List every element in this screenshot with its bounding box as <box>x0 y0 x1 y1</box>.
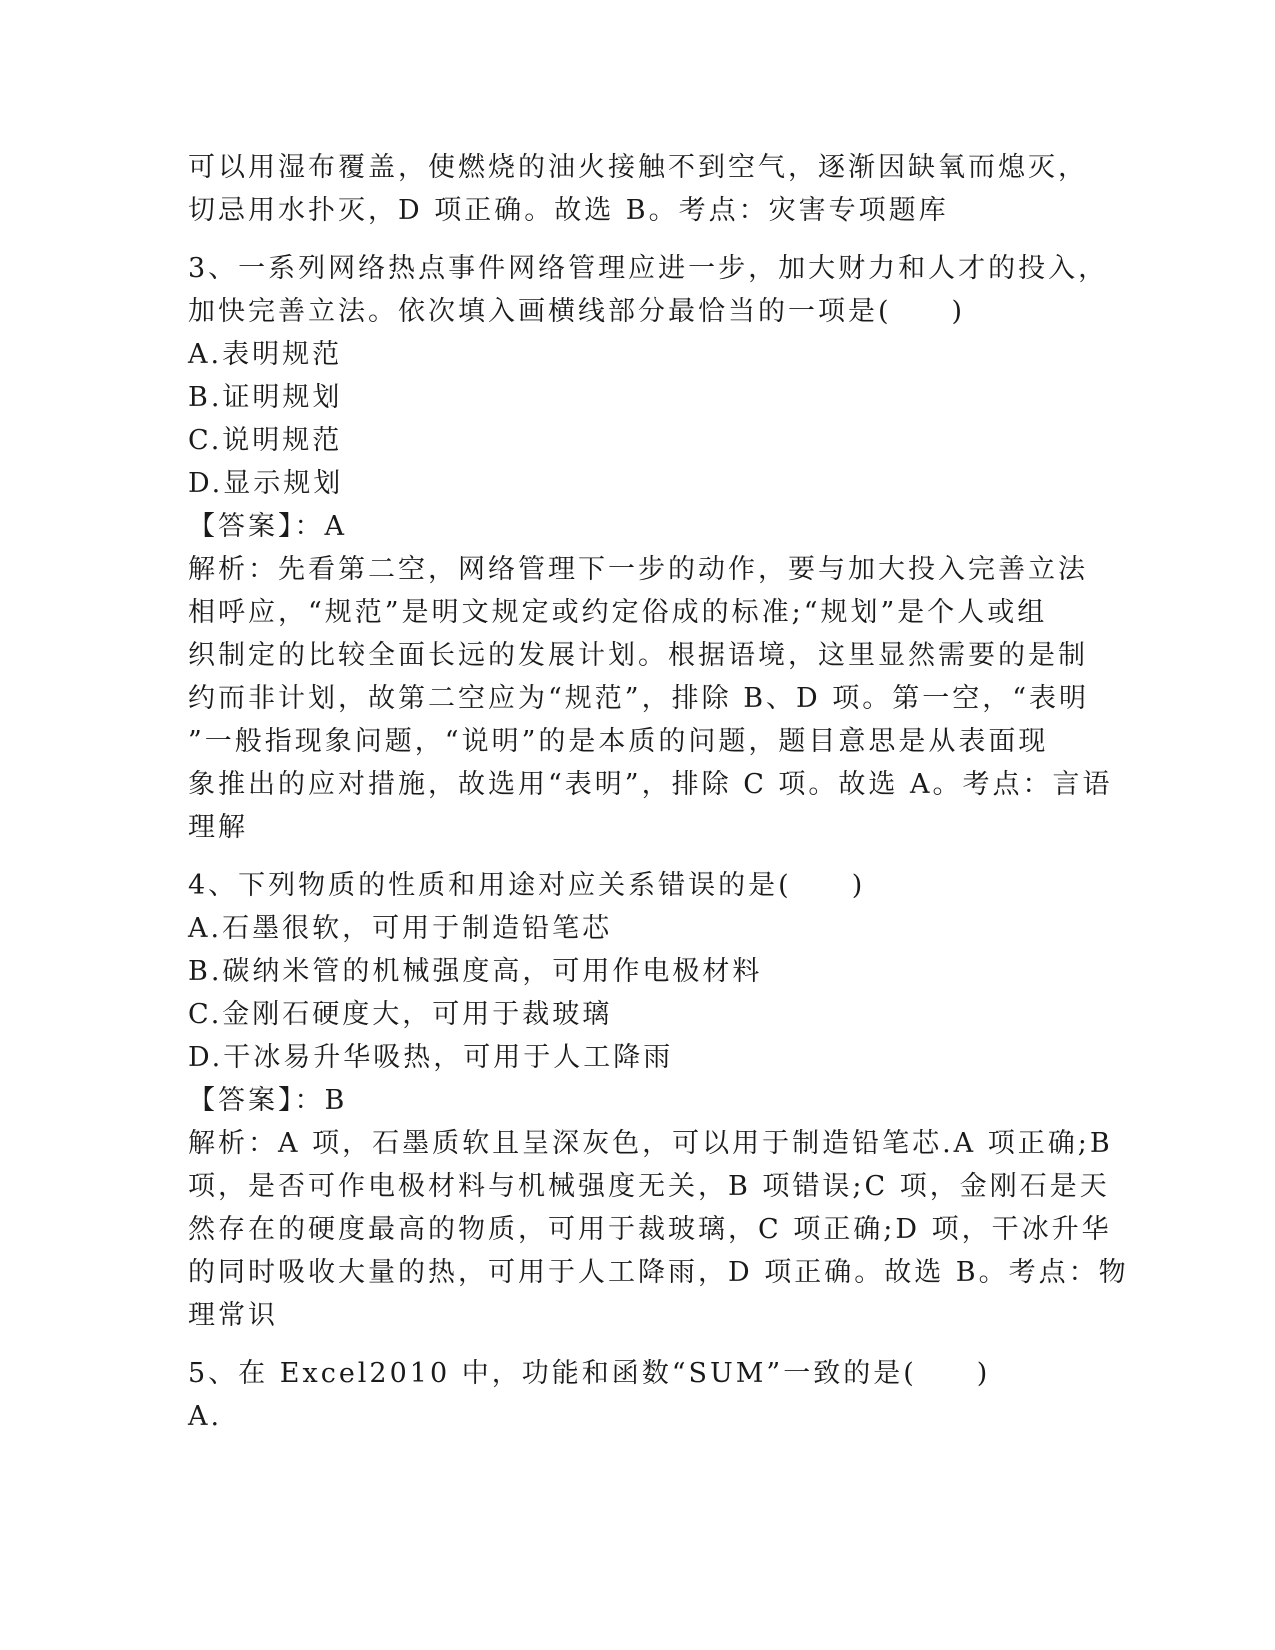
question-4 <box>188 864 1129 1337</box>
question-3 <box>188 247 1113 849</box>
analysis-line: 解析：先看第二空，网络管理下一步的动作，要与加大投入完善立法 <box>188 554 1088 585</box>
analysis-line: 项，是否可作电极材料与机械强度无关，B 项错误;C 项，金刚石是天 <box>188 1171 1110 1202</box>
analysis-line: 然存在的硬度最高的物质，可用于裁玻璃，C 项正确;D 项，干冰升华 <box>188 1214 1112 1245</box>
option-b: B.碳纳米管的机械强度高，可用作电极材料 <box>188 956 763 987</box>
analysis-line: 相呼应，“规范”是明文规定或约定俗成的标准;“规划”是个人或组 <box>188 597 1048 628</box>
analysis-line: 象推出的应对措施，故选用“表明”，排除 C 项。故选 A。考点：言语 <box>188 769 1113 800</box>
option-d: D.显示规划 <box>188 468 344 499</box>
option-a: A.石墨很软，可用于制造铅笔芯 <box>188 913 613 944</box>
text-line: 可以用湿布覆盖，使燃烧的油火接触不到空气，逐渐因缺氧而熄灭， <box>188 152 1088 183</box>
question-stem: 5、在 Excel2010 中，功能和函数“SUM”一致的是( ) <box>188 1358 991 1389</box>
answer-label: 【答案】：B <box>188 1085 348 1116</box>
option-c: C.说明规范 <box>188 425 343 456</box>
analysis-line: 理解 <box>188 812 248 843</box>
analysis-line: 理常识 <box>188 1300 278 1331</box>
analysis-line: 织制定的比较全面长远的发展计划。根据语境，这里显然需要的是制 <box>188 640 1088 671</box>
analysis-line: 的同时吸收大量的热，可用于人工降雨，D 项正确。故选 B。考点：物 <box>188 1257 1129 1288</box>
option-d: D.干冰易升华吸热，可用于人工降雨 <box>188 1042 674 1073</box>
analysis-line: ”一般指现象问题，“说明”的是本质的问题，题目意思是从表面现 <box>188 726 1049 757</box>
document-body <box>188 146 1129 1438</box>
option-a: A. <box>188 1401 223 1432</box>
answer-label: 【答案】：A <box>188 511 347 542</box>
question-stem: 4、下列物质的性质和用途对应关系错误的是( ) <box>188 870 866 901</box>
text-line: 切忌用水扑灭，D 项正确。故选 B。考点：灾害专项题库 <box>188 195 949 226</box>
option-c: C.金刚石硬度大，可用于裁玻璃 <box>188 999 613 1030</box>
analysis-line: 解析：A 项，石墨质软且呈深灰色，可以用于制造铅笔芯.A 项正确;B <box>188 1128 1113 1159</box>
question-5 <box>188 1352 1088 1438</box>
analysis-line: 约而非计划，故第二空应为“规范”，排除 B、D 项。第一空，“表明 <box>188 683 1090 714</box>
option-a: A.表明规范 <box>188 339 343 370</box>
question-stem: 加快完善立法。依次填入画横线部分最恰当的一项是( ) <box>188 296 966 327</box>
option-b: B.证明规划 <box>188 382 343 413</box>
previous-analysis-continuation <box>188 146 1088 232</box>
question-stem: 3、一系列网络热点事件网络管理应进一步，加大财力和人才的投入， <box>188 253 1109 284</box>
